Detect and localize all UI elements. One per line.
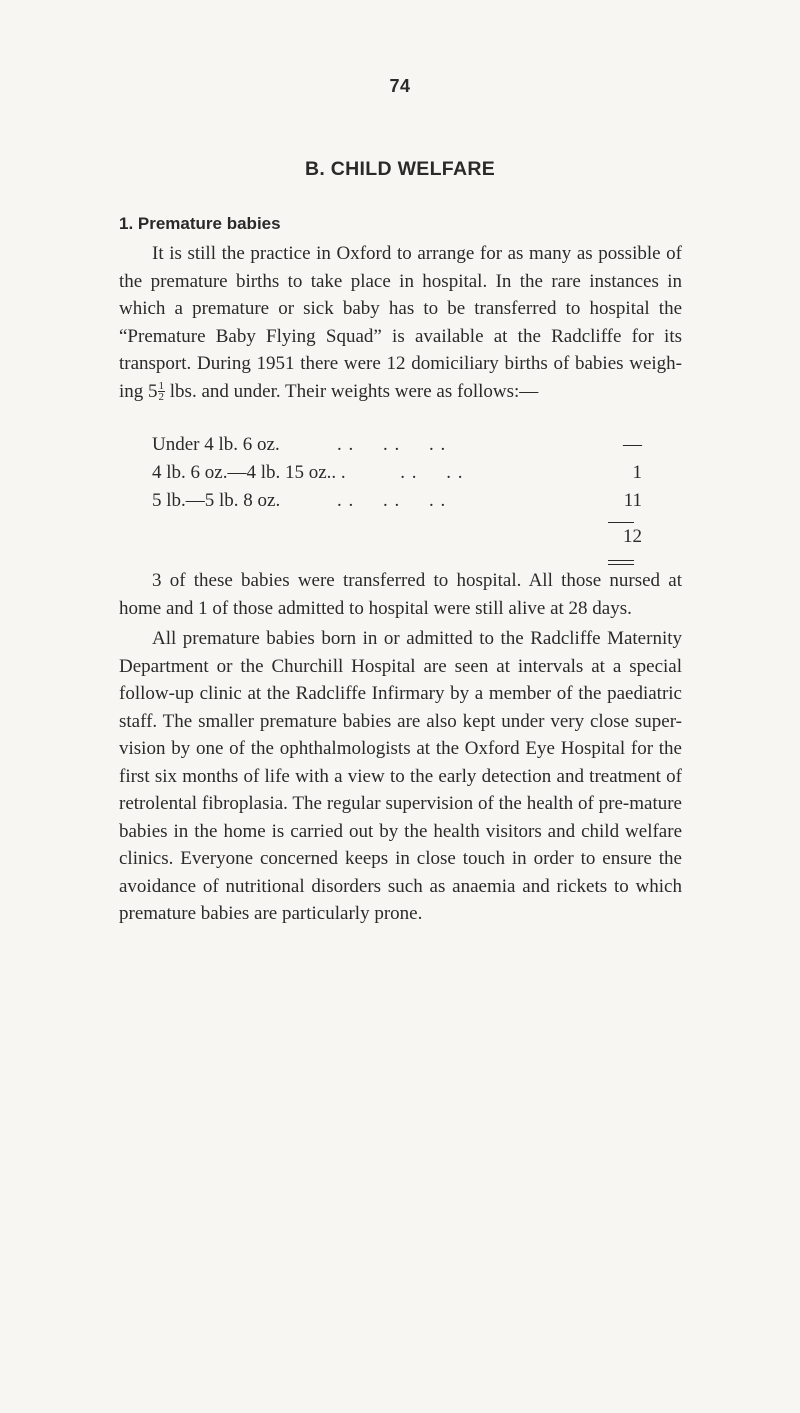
weight-range-count: 1 xyxy=(632,462,642,483)
paragraph-text-after-fraction: lbs. and under. Their weights were as follows:— xyxy=(165,380,539,402)
fraction-one-half xyxy=(158,381,166,402)
weights-table xyxy=(152,434,642,518)
fraction-denominator: 2 xyxy=(158,390,165,403)
fraction-numerator: 1 xyxy=(158,379,165,392)
weights-total: 12 xyxy=(623,526,642,547)
paragraph-text-before-fraction: It is still the practice in Oxford to arrange for as many as possible of the premature births to take place in hospital. In the rare instances in which a premature or sick baby has to be transferred to hospital the “Premature Baby Flying Squad” is available at the Radcliffe for its transport. During 1951 there were 12 domiciliary births of babies weigh-ing 5 xyxy=(119,243,682,402)
paragraph-text: 3 of these babies were transferred to hospital. All those nursed at home and 1 of those admitted to hospital were still alive at 28 days. xyxy=(119,570,682,619)
weight-range-label: Under 4 lb. 6 oz. xyxy=(152,434,280,455)
weight-range-count: 11 xyxy=(623,490,642,511)
leader-dots: . . . . xyxy=(337,462,464,483)
total-double-rule xyxy=(608,560,634,565)
weight-range-label: 5 lb.—5 lb. 8 oz. xyxy=(152,490,281,511)
total-rule xyxy=(608,522,634,523)
leader-dots: . . . . . . xyxy=(337,434,447,455)
section-title: B. CHILD WELFARE xyxy=(304,158,496,180)
paragraph-transfer-outcome xyxy=(119,567,682,622)
paragraph-follow-up-care xyxy=(119,625,682,928)
weights-row xyxy=(152,462,642,490)
paragraph-premature-births xyxy=(119,240,682,405)
weights-row xyxy=(152,490,642,518)
weight-range-count: — xyxy=(623,434,642,455)
weights-row xyxy=(152,434,642,462)
subsection-title: 1. Premature babies xyxy=(119,214,281,233)
leader-dots: . . . . . . xyxy=(337,490,447,511)
weight-range-label: 4 lb. 6 oz.—4 lb. 15 oz.. . xyxy=(152,462,346,483)
page-number: 74 xyxy=(389,76,411,96)
paragraph-text: All premature babies born in or admitted to the Radcliffe Maternity Department or the Churchill Hospital are seen at intervals at a special follow-up clinic at the Radcliffe Infirmary by a member of the paediatric staff. The smaller premature babies are also kept under very close super-vision by one of the ophthalmologists at the Oxford Eye Hospital for the first six months of life with a view to the early detection and treatment of retrolental fibroplasia. The regular supervision of the health of pre-mature babies in the home is carried out by the health visitors and child welfare clinics. Everyone concerned keeps in close touch in order to ensure the avoidance of nutritional disorders such as anaemia and rickets to which premature babies are particularly prone. xyxy=(119,628,682,924)
